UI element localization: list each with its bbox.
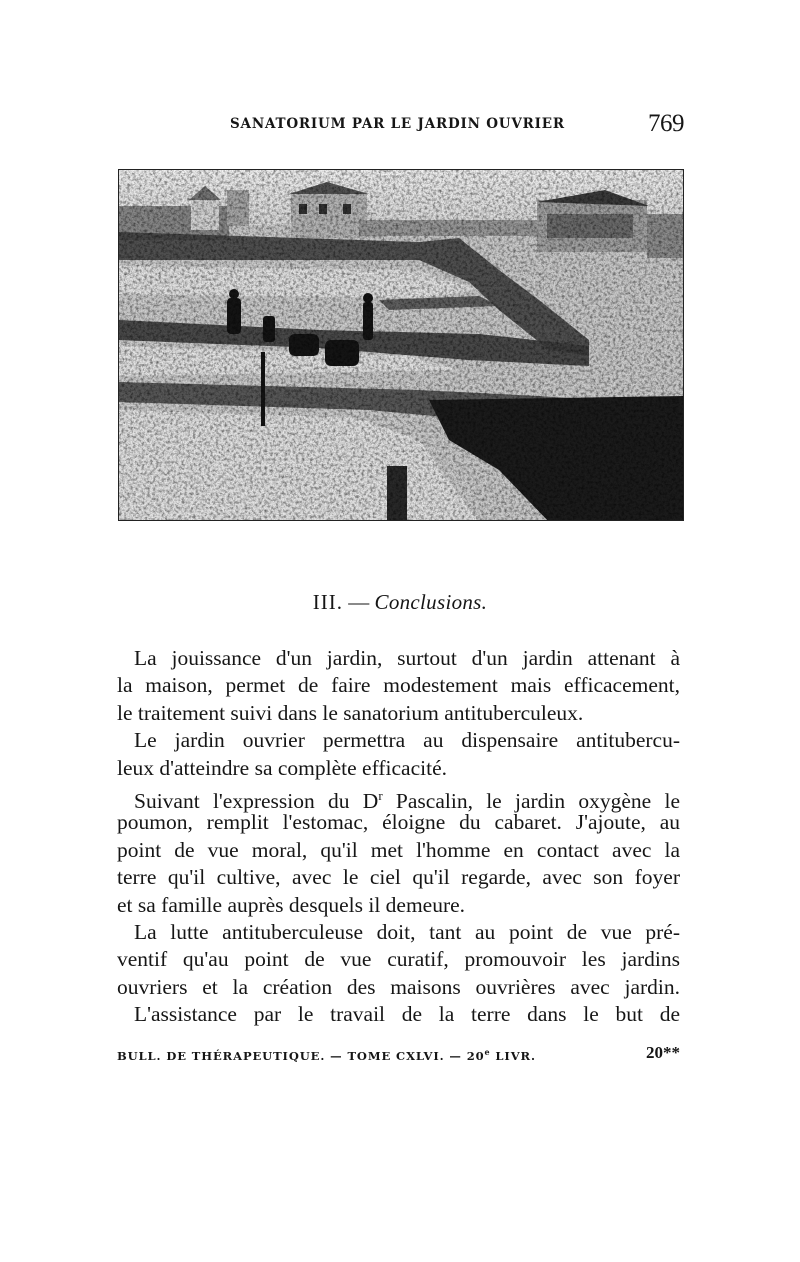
text-line: La jouissance d'un jardin, surtout d'un jardin attenant à — [134, 646, 680, 670]
section-number: III. — [312, 590, 344, 614]
section-heading — [0, 590, 800, 615]
text-line: ouvriers et la création des maisons ouvrières avec jardin. — [117, 974, 680, 999]
footer-signature-text: BULL. DE THÉRAPEUTIQUE. — TOME CXLVI. — 20 — [117, 1048, 485, 1063]
running-head-title: SANATORIUM PAR LE JARDIN OUVRIER — [230, 116, 565, 132]
section-dash: — — [348, 590, 370, 614]
footer-signature-sup: e — [484, 1047, 491, 1057]
text-line — [117, 782, 680, 814]
page-number: 769 — [648, 110, 684, 137]
text-line: terre qu'il cultive, avec le ciel qu'il regarde, avec son foyer — [117, 865, 680, 890]
footer-sheet-mark: 20** — [646, 1043, 680, 1062]
garden-photograph — [118, 169, 684, 521]
doctor-abbrev-sup: r — [378, 787, 383, 803]
section-title: Conclusions. — [374, 590, 488, 614]
photo-fine-grain — [119, 170, 684, 521]
text-line: la maison, permet de faire modestement mais efficacement, — [117, 673, 680, 698]
text-line: point de vue moral, qu'il met l'homme en contact avec la — [117, 837, 680, 862]
text-line: poumon, remplit l'estomac, éloigne du cabaret. J'ajoute, au — [117, 810, 680, 835]
text-line: La lutte antituberculeuse doit, tant au point de vue pré- — [134, 919, 680, 944]
text-line: leux d'atteindre sa complète efficacité. — [117, 755, 447, 780]
text-line: Le jardin ouvrier permettra au dispensaire antitubercu- — [134, 728, 680, 753]
text-segment: Pascalin, le jardin oxygène le — [382, 789, 680, 814]
footer-signature — [117, 1047, 536, 1063]
body-text — [117, 645, 680, 1028]
text-line: L'assistance par le travail de la terre dans le but de — [134, 1002, 680, 1027]
text-line: et sa famille auprès desquels il demeure. — [117, 892, 466, 917]
footer-signature-end: LIVR. — [490, 1048, 536, 1063]
text-line: le traitement suivi dans le sanatorium antituberculeux. — [117, 700, 584, 725]
text-line: ventif qu'au point de vue curatif, promouvoir les jardins — [117, 947, 680, 972]
text-segment: Suivant l'expression du D — [134, 789, 379, 814]
